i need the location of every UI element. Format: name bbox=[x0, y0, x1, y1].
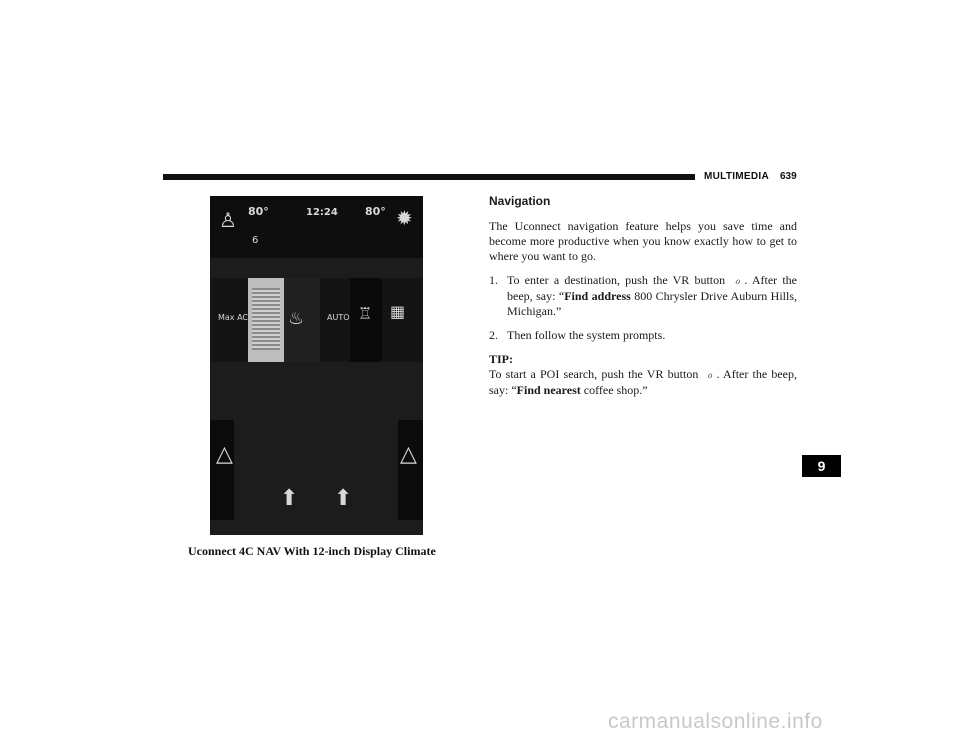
voice-command: Find address bbox=[564, 289, 631, 303]
front-defrost-icon: ♖ bbox=[358, 304, 373, 323]
screen-top-bar bbox=[210, 196, 423, 258]
section-heading: Navigation bbox=[489, 194, 551, 208]
settings-gear-icon: ✹ bbox=[396, 206, 413, 230]
chapter-tab: 9 bbox=[802, 455, 841, 477]
step-item bbox=[489, 273, 797, 319]
page-number: 639 bbox=[780, 171, 797, 182]
step-number: 2. bbox=[489, 328, 498, 342]
recirculation-icon: ♨ bbox=[288, 308, 305, 329]
left-temp: 80° bbox=[248, 205, 269, 218]
voice-command: Find nearest bbox=[516, 383, 581, 397]
voice-recognition-icon: ℴ bbox=[706, 369, 713, 381]
tip-label: TIP: bbox=[489, 352, 513, 366]
seat-icon: ♙ bbox=[219, 208, 237, 232]
rear-defrost-icon: ▦ bbox=[390, 302, 406, 321]
intro-paragraph: The Uconnect navigation feature helps you save time and become more productive when you know exactly how to get to where you want to go. bbox=[489, 219, 797, 263]
tip-text-part: To start a POI search, push the VR button bbox=[489, 367, 699, 381]
right-temp-control bbox=[398, 420, 423, 520]
step-item bbox=[489, 328, 797, 343]
voice-recognition-icon: ℴ bbox=[734, 275, 740, 287]
temp-up-left-icon: △ bbox=[216, 442, 233, 467]
tip-text-part: coffee shop.” bbox=[580, 383, 648, 397]
step-text-part: 800 Chrysler Drive Auburn Hills, Michigan.” bbox=[507, 289, 797, 318]
watermark: carmanualsonline.info bbox=[608, 710, 823, 733]
header-rule bbox=[163, 174, 695, 180]
step-text-part: To enter a destination, push the VR button bbox=[507, 273, 726, 287]
auto-label: AUTO bbox=[327, 313, 350, 322]
left-temp-control bbox=[210, 420, 234, 520]
selected-control-pattern bbox=[252, 288, 280, 350]
figure-caption: Uconnect 4C NAV With 12-inch Display Climate bbox=[188, 544, 436, 558]
uconnect-screen-image bbox=[210, 196, 423, 535]
step-text-part: . After the beep, say: “ bbox=[507, 273, 797, 303]
temp-up-right-icon: △ bbox=[400, 442, 417, 467]
screen-time: 12:24 bbox=[306, 207, 338, 218]
right-temp: 80° bbox=[365, 205, 386, 218]
step-number: 1. bbox=[489, 273, 498, 287]
step-text: Then follow the system prompts. bbox=[507, 328, 666, 342]
seat-heat-icon: ⬆ bbox=[280, 486, 299, 511]
tip-text bbox=[489, 367, 797, 398]
main-content bbox=[489, 194, 797, 407]
seat-heat-icon: ⬆ bbox=[334, 486, 353, 511]
step-text bbox=[507, 273, 797, 319]
left-fan: 6 bbox=[252, 235, 259, 246]
section-title: MULTIMEDIA bbox=[704, 171, 770, 182]
max-ac-label: Max AC bbox=[218, 313, 248, 322]
tip-text-part: . After the beep, say: “ bbox=[489, 367, 798, 397]
